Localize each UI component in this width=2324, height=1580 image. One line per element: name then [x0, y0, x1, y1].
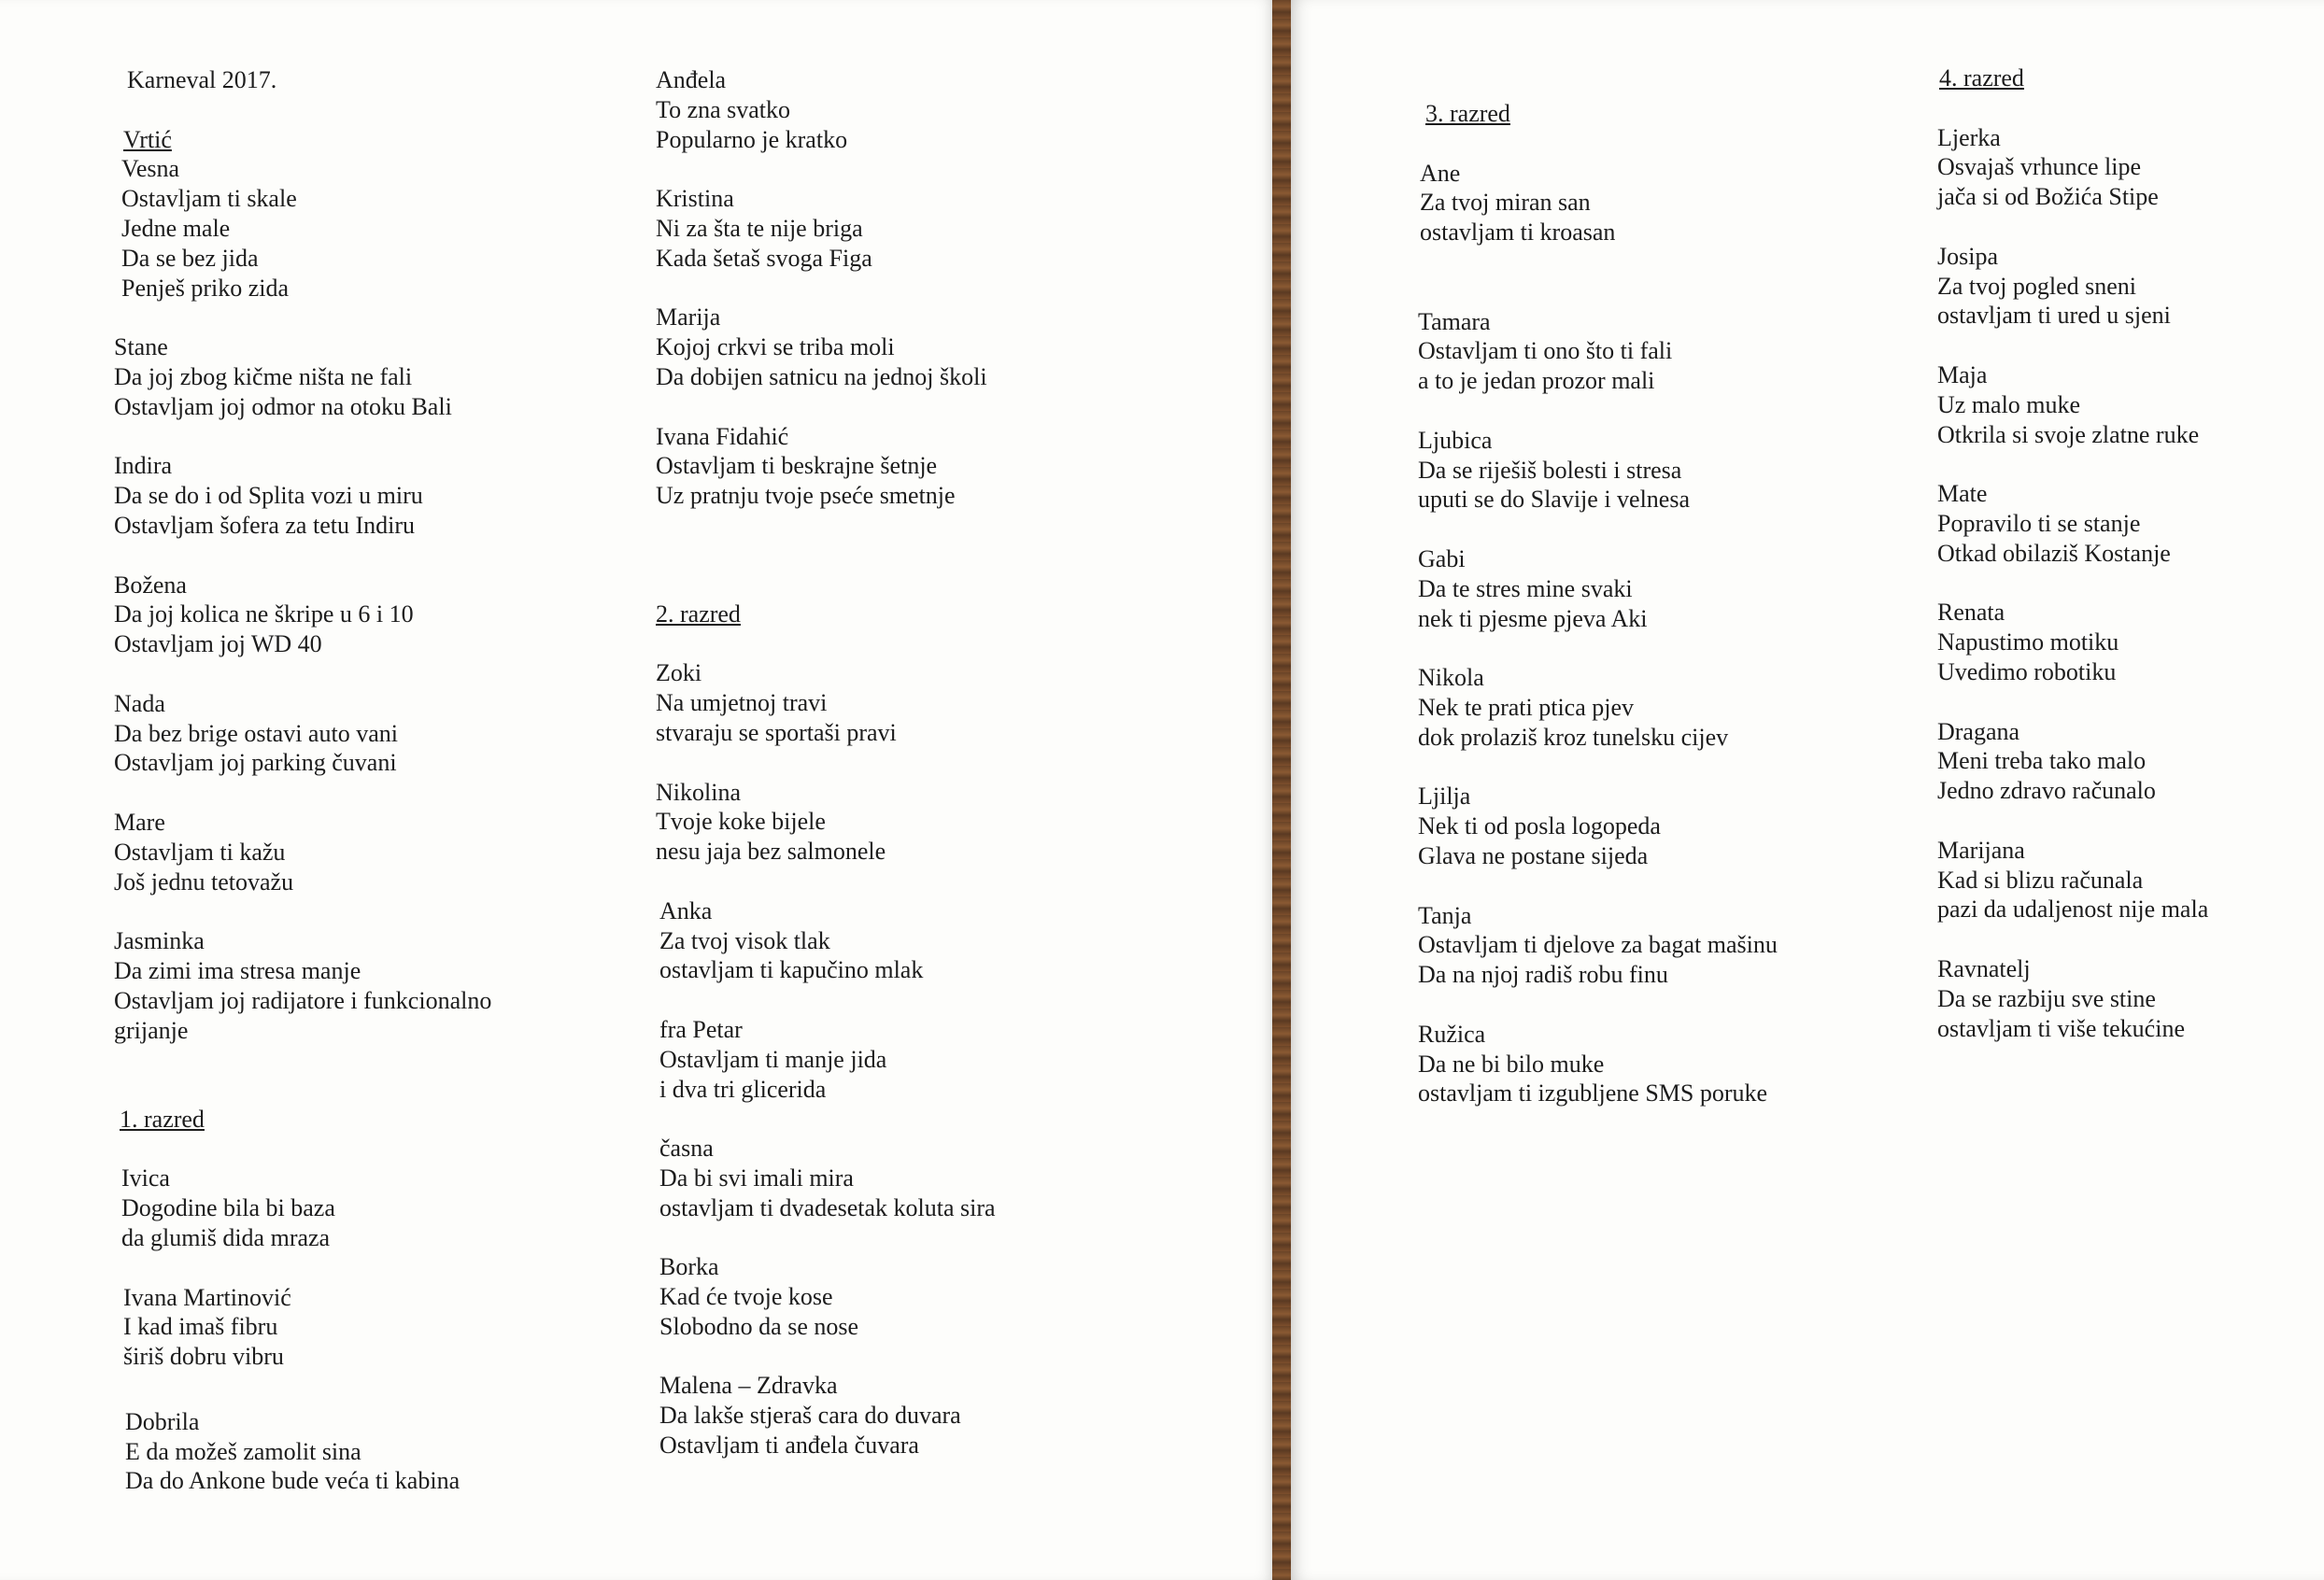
- section-heading-1-razred: 1. razred: [120, 1105, 205, 1133]
- verse-line: Da ne bi bilo muke: [1418, 1050, 1605, 1078]
- verse-line: Da do Ankone bude veća ti kabina: [125, 1467, 461, 1495]
- entry-name: Gabi: [1418, 544, 1466, 572]
- entry-josipa: [1937, 242, 2208, 331]
- verse-line: ostavljam ti ured u sjeni: [1937, 302, 2171, 330]
- entry-name: Indira: [114, 452, 173, 480]
- verse-line: Ostavljam ti ono što ti fali: [1418, 337, 1673, 365]
- verse-line: i dva tri glicerida: [659, 1075, 827, 1103]
- section-heading-2-razred: 2. razred: [656, 600, 741, 628]
- entry-name: Marija: [656, 303, 721, 332]
- verse-line: Kada šetaš svoga Figa: [656, 244, 872, 272]
- verse-line: Da joj kolica ne škripe u 6 i 10: [114, 600, 414, 628]
- verse-line: Za tvoj visok tlak: [659, 926, 830, 954]
- verse-line: Ostavljam ti anđela čuvara: [659, 1432, 919, 1460]
- verse-line: nesu jaja bez salmonele: [656, 838, 886, 866]
- verse-line: Nek te prati ptica pjev: [1418, 693, 1635, 721]
- column-3: [1418, 99, 1778, 1138]
- entry-name: Anka: [659, 896, 713, 924]
- verse-line: Ostavljam joj WD 40: [114, 630, 322, 658]
- entry-name: Ravnatelj: [1937, 954, 2031, 982]
- entry-nada: [114, 689, 553, 778]
- verse-line: Penješ priko zida: [121, 274, 290, 302]
- verse-line: jača si od Božića Stipe: [1937, 183, 2159, 211]
- verse-line: Otkad obilaziš Kostanje: [1937, 539, 2171, 567]
- verse-line: ostavljam ti kroasan: [1420, 219, 1616, 247]
- verse-line: Da na njoj radiš robu finu: [1418, 961, 1668, 989]
- entry-indira: [114, 451, 553, 540]
- entry-vesna: [121, 154, 553, 303]
- entry-name: Tanja: [1418, 901, 1472, 929]
- verse-line: Kojoj crkvi se triba moli: [656, 333, 895, 361]
- verse-line: Uvedimo robotiku: [1937, 657, 2117, 685]
- entry-name: Josipa: [1937, 242, 1998, 270]
- entry-mare: [114, 808, 553, 896]
- verse-line: Osvajaš vrhunce lipe: [1937, 153, 2142, 181]
- verse-line: Popravilo ti se stanje: [1937, 509, 2141, 537]
- entry-name: Nada: [114, 689, 165, 717]
- entry-kristina: [656, 184, 996, 273]
- entry-ane: [1420, 159, 1778, 247]
- entry-casna: [659, 1134, 996, 1222]
- entry-name: Tamara: [1418, 307, 1491, 335]
- verse-line: To zna svatko: [656, 95, 791, 123]
- verse-line: uputi se do Slavije i velnesa: [1418, 486, 1691, 514]
- verse-line: Da se do i od Splita vozi u miru: [114, 482, 423, 510]
- verse-line: Za tvoj miran san: [1420, 189, 1591, 217]
- verse-line: pazi da udaljenost nije mala: [1937, 896, 2209, 924]
- entry-name: Dragana: [1937, 717, 2020, 745]
- verse-line: Ostavljam joj odmor na otoku Bali: [114, 392, 452, 420]
- column-2: [656, 65, 996, 1490]
- entry-name: Ljilja: [1418, 783, 1471, 811]
- column-1: [114, 65, 553, 1526]
- verse-line: Otkrila si svoje zlatne ruke: [1937, 420, 2200, 448]
- entry-andela: [656, 65, 996, 154]
- verse-line: Još jednu tetovažu: [114, 868, 294, 896]
- entry-mate: [1937, 479, 2208, 568]
- entry-name: Ivica: [121, 1164, 170, 1192]
- verse-line: Uz pratnju tvoje pseće smetnje: [656, 482, 956, 510]
- entry-name: Renata: [1937, 599, 2005, 627]
- entry-name: Borka: [659, 1253, 719, 1281]
- entry-name: Božena: [114, 571, 187, 599]
- book-spine: [1272, 0, 1291, 1580]
- verse-line: Kad će tvoje kose: [659, 1283, 833, 1311]
- entry-name: Malena – Zdravka: [659, 1372, 838, 1400]
- verse-line: Jedne male: [121, 214, 231, 242]
- column-4: [1937, 63, 2208, 1073]
- entry-ravnatelj: [1937, 954, 2208, 1043]
- entry-borka: [659, 1252, 996, 1341]
- entry-ljerka: [1937, 123, 2208, 212]
- entry-name: Anđela: [656, 66, 727, 93]
- entry-malena-zdravka: [659, 1371, 996, 1460]
- entry-name: Ivana Fidahić: [656, 422, 789, 450]
- entry-name: Ljubica: [1418, 426, 1493, 454]
- entry-name: Maja: [1937, 360, 1988, 388]
- verse-line: Popularno je kratko: [656, 125, 848, 153]
- verse-line: širiš dobru vibru: [123, 1343, 284, 1371]
- entry-anka: [659, 896, 996, 985]
- entry-bozena: [114, 571, 553, 659]
- verse-line: Da bi svi imali mira: [659, 1164, 854, 1192]
- verse-line: Da zimi ima stresa manje: [114, 956, 361, 984]
- entry-marijana: [1937, 836, 2208, 924]
- verse-line: ostavljam ti više tekućine: [1937, 1014, 2185, 1042]
- entry-ruzica: [1418, 1020, 1778, 1108]
- verse-line: Da se bez jida: [121, 244, 259, 272]
- verse-line: Da se riješiš bolesti i stresa: [1418, 456, 1682, 484]
- verse-line: Ostavljam šofera za tetu Indiru: [114, 511, 415, 539]
- document-title: Karneval 2017.: [127, 66, 277, 93]
- entry-name: Ivana Martinović: [123, 1283, 291, 1311]
- entry-renata: [1937, 598, 2208, 686]
- verse-line: ostavljam ti izgubljene SMS poruke: [1418, 1079, 1768, 1107]
- verse-line: Uz malo muke: [1937, 390, 2081, 418]
- verse-line: I kad imaš fibru: [123, 1313, 278, 1341]
- entry-name: Ružica: [1418, 1020, 1486, 1048]
- entry-jasminka: [114, 926, 553, 1045]
- entry-name: Ane: [1420, 159, 1461, 187]
- entry-nikola: [1418, 663, 1778, 752]
- verse-line: Ostavljam joj parking čuvani: [114, 749, 397, 777]
- section-heading-vrtic: Vrtić: [123, 125, 172, 153]
- verse-line: Da te stres mine svaki: [1418, 574, 1633, 602]
- entry-stane: [114, 332, 553, 421]
- entry-name: časna: [659, 1135, 714, 1163]
- entry-name: Dobrila: [125, 1407, 200, 1435]
- entry-name: Stane: [114, 333, 168, 361]
- entry-name: fra Petar: [659, 1015, 743, 1043]
- entry-fra-petar: [659, 1015, 996, 1104]
- verse-line: Ostavljam ti skale: [121, 185, 297, 213]
- entry-ivana-martinovic: [123, 1283, 553, 1372]
- verse-line: Ostavljam ti beskrajne šetnje: [656, 452, 938, 480]
- entry-name: Vesna: [121, 155, 180, 183]
- verse-line: Nek ti od posla logopeda: [1418, 812, 1661, 840]
- verse-line: stvaraju se sportaši pravi: [656, 718, 897, 746]
- verse-line: Da lakše stjeraš cara do duvara: [659, 1402, 961, 1430]
- entry-marija: [656, 303, 996, 391]
- entry-name: Jasminka: [114, 927, 205, 955]
- verse-line: Slobodno da se nose: [659, 1312, 859, 1340]
- entry-name: Ljerka: [1937, 123, 2001, 151]
- entry-ljilja: [1418, 782, 1778, 870]
- verse-line: Ni za šta te nije briga: [656, 214, 863, 242]
- entry-tamara: [1418, 307, 1778, 396]
- verse-line: Da joj zbog kičme ništa ne fali: [114, 362, 413, 390]
- verse-line: Da dobijen satnicu na jednoj školi: [656, 362, 987, 390]
- section-heading-4-razred: 4. razred: [1939, 64, 2024, 92]
- verse-line: ostavljam ti kapučino mlak: [659, 956, 924, 984]
- entry-name: Kristina: [656, 185, 734, 213]
- verse-line: Ostavljam joj radijatore i funkcionalno grijanje: [114, 986, 492, 1044]
- verse-line: Da bez brige ostavi auto vani: [114, 719, 398, 747]
- entry-name: Mate: [1937, 480, 1988, 508]
- entry-maja: [1937, 360, 2208, 449]
- entry-name: Nikola: [1418, 664, 1484, 692]
- verse-line: Glava ne postane sijeda: [1418, 841, 1649, 869]
- verse-line: dok prolaziš kroz tunelsku cijev: [1418, 723, 1729, 751]
- section-heading-3-razred: 3. razred: [1425, 100, 1510, 127]
- verse-line: da glumiš dida mraza: [121, 1224, 331, 1252]
- entry-name: Mare: [114, 808, 165, 836]
- verse-line: Kad si blizu računala: [1937, 866, 2144, 894]
- entry-zoki: [656, 658, 996, 747]
- verse-line: Za tvoj pogled sneni: [1937, 272, 2137, 300]
- entry-ivica: [121, 1164, 553, 1252]
- verse-line: Da se razbiju sve stine: [1937, 984, 2156, 1012]
- entry-ljubica: [1418, 426, 1778, 515]
- entry-nikolina: [656, 778, 996, 867]
- entry-name: Nikolina: [656, 778, 741, 806]
- verse-line: Na umjetnoj travi: [656, 689, 828, 717]
- verse-line: a to je jedan prozor mali: [1418, 367, 1655, 395]
- entry-name: Marijana: [1937, 836, 2025, 864]
- verse-line: Dogodine bila bi baza: [121, 1194, 335, 1222]
- verse-line: E da možeš zamolit sina: [125, 1437, 361, 1465]
- entry-tanja: [1418, 901, 1778, 990]
- verse-line: Ostavljam ti kažu: [114, 838, 286, 866]
- verse-line: Tvoje koke bijele: [656, 808, 826, 836]
- verse-line: ostavljam ti dvadesetak koluta sira: [659, 1193, 996, 1221]
- entry-dobrila: [125, 1407, 553, 1496]
- verse-line: Ostavljam ti manje jida: [659, 1045, 887, 1073]
- verse-line: Jedno zdravo računalo: [1937, 777, 2156, 805]
- verse-line: nek ti pjesme pjeva Aki: [1418, 604, 1648, 632]
- entry-name: Zoki: [656, 659, 702, 687]
- verse-line: Napustimo motiku: [1937, 628, 2119, 656]
- entry-gabi: [1418, 544, 1778, 633]
- entry-dragana: [1937, 717, 2208, 806]
- entry-ivana-fidahic: [656, 422, 996, 511]
- right-page: [1291, 0, 2324, 1580]
- verse-line: Meni treba tako malo: [1937, 747, 2147, 775]
- verse-line: Ostavljam ti djelove za bagat mašinu: [1418, 931, 1778, 959]
